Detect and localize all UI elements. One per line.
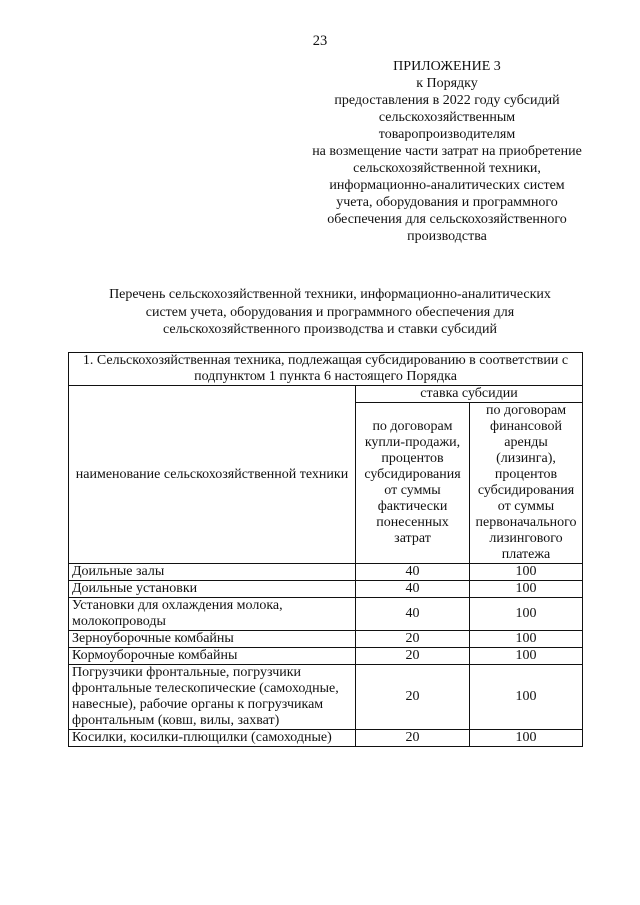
leasing-rate: 100 [470, 648, 583, 665]
equipment-name: Доильные залы [69, 564, 356, 581]
table-row [69, 581, 583, 598]
table-row [69, 648, 583, 665]
list-title [60, 286, 600, 339]
list-title-line: Перечень сельскохозяйственной техники, информационно-аналитических [109, 287, 551, 302]
appendix-line: к Порядку [416, 76, 478, 91]
equipment-name: Кормоуборочные комбайны [69, 648, 356, 665]
appendix-line: сельскохозяйственной техники, [353, 161, 541, 176]
table-row [69, 631, 583, 648]
table-row [69, 665, 583, 730]
purchase-rate: 40 [356, 581, 470, 598]
leasing-rate: 100 [470, 631, 583, 648]
leasing-rate: 100 [470, 564, 583, 581]
equipment-name: Косилки, косилки-плющилки (самоходные) [69, 730, 356, 747]
list-title-line: систем учета, оборудования и программного обеспечения для [145, 304, 515, 320]
leasing-rate: 100 [470, 598, 583, 631]
name-column-header: наименование сельскохозяйственной техники [69, 386, 356, 564]
appendix-line: товаропроизводителям [378, 127, 516, 142]
purchase-rate: 20 [356, 665, 470, 730]
appendix-line: сельскохозяйственным [378, 110, 516, 125]
appendix-line: ПРИЛОЖЕНИЕ 3 [393, 59, 501, 74]
appendix-line: информационно-аналитических систем [329, 178, 565, 193]
leasing-rate: 100 [470, 730, 583, 747]
appendix-line: обеспечения для сельскохозяйственного [327, 212, 567, 227]
subsidy-rates-table [68, 352, 583, 747]
leasing-column-header: по договорам финансовой аренды (лизинга), процентов субсидирования от суммы первоначального лизингового платежа [470, 403, 583, 564]
table-row [69, 564, 583, 581]
appendix-line: на возмещение части затрат на приобретение [312, 144, 582, 159]
list-title-line: сельскохозяйственного производства и ставки субсидий [163, 322, 497, 337]
equipment-name: Зерноуборочные комбайны [69, 631, 356, 648]
leasing-rate: 100 [470, 581, 583, 598]
purchase-rate: 40 [356, 598, 470, 631]
leasing-rate: 100 [470, 665, 583, 730]
page-number: 23 [312, 33, 328, 49]
purchase-column-header: по договорам купли-продажи, процентов субсидирования от суммы фактически понесенных затрат [356, 403, 470, 564]
equipment-name: Доильные установки [69, 581, 356, 598]
purchase-rate: 20 [356, 648, 470, 665]
appendix-line: предоставления в 2022 году субсидий [334, 93, 560, 108]
table-row [69, 598, 583, 631]
purchase-rate: 20 [356, 730, 470, 747]
section-header: 1. Сельскохозяйственная техника, подлежащая субсидированию в соответствии с подпунктом 1 пункта 6 настоящего Порядка [69, 353, 583, 386]
appendix-line: учета, оборудования и программного [336, 195, 558, 210]
table-row [69, 730, 583, 747]
equipment-name: Погрузчики фронтальные, погрузчики фронтальные телескопические (самоходные, навесные), рабочие органы к погрузчикам фронтальным (ковш, вилы, захват) [69, 665, 356, 730]
appendix-header [282, 58, 612, 245]
appendix-line: производства [407, 229, 487, 244]
purchase-rate: 40 [356, 564, 470, 581]
subsidy-rate-header: ставка субсидии [356, 386, 583, 403]
equipment-name: Установки для охлаждения молока, молокопроводы [69, 598, 356, 631]
purchase-rate: 20 [356, 631, 470, 648]
